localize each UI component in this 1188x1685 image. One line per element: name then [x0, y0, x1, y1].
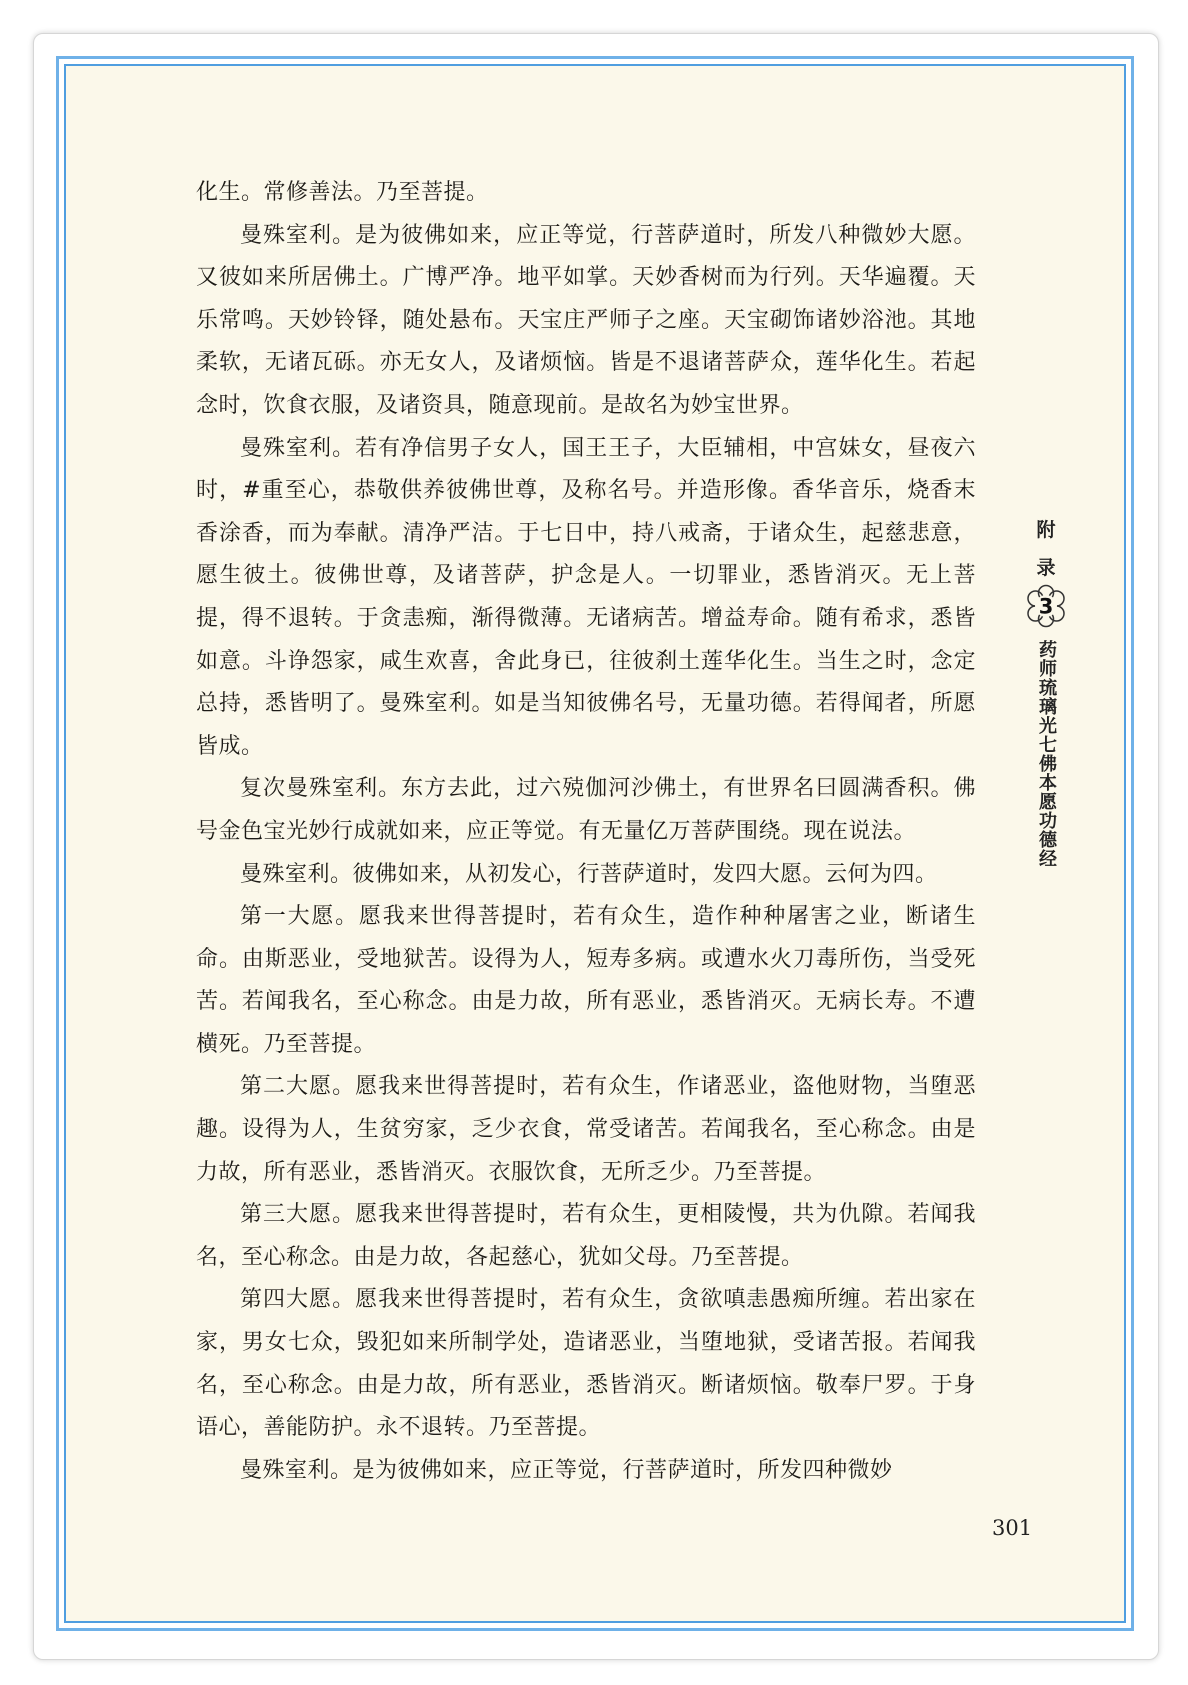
- paragraph: 第一大愿。愿我来世得菩提时，若有众生，造作种种屠害之业，断诸生命。由斯恶业，受地狱苦。设得为人，短寿多病。或遭水火刀毒所伤，当受死苦。若闻我名，至心称念。由是力故，所有恶业，悉皆消灭。无病长寿。不遭横死。乃至菩提。: [196, 904, 976, 1057]
- appendix-number: 3: [1038, 594, 1054, 619]
- paragraph: 曼殊室利。彼佛如来，从初发心，行菩萨道时，发四大愿。云何为四。: [240, 861, 938, 887]
- paragraph: 曼殊室利。是为彼佛如来，应正等觉，行菩萨道时，所发四种微妙: [240, 1457, 893, 1483]
- paragraph: 第三大愿。愿我来世得菩提时，若有众生，更相陵慢，共为仇隙。若闻我名，至心称念。由是力故，各起慈心，犹如父母。乃至菩提。: [196, 1202, 976, 1270]
- paragraph: 复次曼殊室利。东方去此，过六殑伽河沙佛土，有世界名曰圆满香积。佛号金色宝光妙行成就如来，应正等觉。有无量亿万菩萨围绕。现在说法。: [196, 776, 976, 844]
- paragraph: 第二大愿。愿我来世得菩提时，若有众生，作诸恶业，盗他财物，当堕恶趣。设得为人，生贫穷家，乏少衣食，常受诸苦。若闻我名，至心称念。由是力故，所有恶业，悉皆消灭。衣服饮食，无所乏少。乃至菩提。: [196, 1074, 976, 1185]
- appendix-label-bottom: 录: [1036, 557, 1056, 579]
- paragraph: 曼殊室利。若有净信男子女人，国王王子，大臣辅相，中宫妹女，昼夜六时，#重至心，恭敬供养彼佛世尊，及称名号。并造形像。香华音乐，烧香末香涂香，而为奉献。清净严洁。于七日中，持八戒斋，于诸众生，起慈悲意，愿生彼土。彼佛世尊，及诸菩萨，护念是人。一切罪业，悉皆消灭。无上菩提，得不退转。于贪恚痴，渐得微薄。无诸病苦。增益寿命。随有希求，悉皆如意。斗诤怨家，咸生欢喜，舍此身已，往彼刹土莲华化生。当生之时，念定总持，悉皆明了。曼殊室利。如是当知彼佛名号，无量功德。若得闻者，所愿皆成。: [196, 435, 976, 759]
- paragraph: 曼殊室利。是为彼佛如来，应正等觉，行菩萨道时，所发八种微妙大愿。又彼如来所居佛土。广博严净。地平如掌。天妙香树而为行列。天华遍覆。天乐常鸣。天妙铃铎，随处悬布。天宝庄严师子之座。天宝砌饰诸妙浴池。其地柔软，无诸瓦砾。亦无女人，及诸烦恼。皆是不退诸菩萨众，莲华化生。若起念时，饮食衣服，及诸资具，随意现前。是故名为妙宝世界。: [196, 222, 976, 418]
- page-number: 301: [992, 1516, 1033, 1540]
- running-title: 药师琉璃光七佛本愿功德经: [1036, 640, 1057, 868]
- side-running-header: [1024, 520, 1068, 868]
- appendix-label-top: 附: [1036, 519, 1056, 541]
- paragraph: 第四大愿。愿我来世得菩提时，若有众生，贪欲嗔恚愚痴所缠。若出家在家，男女七众，毁犯如来所制学处，造诸恶业，当堕地狱，受诸苦报。若闻我名，至心称念。由是力故，所有恶业，悉皆消灭。断诸烦恼。敬奉尸罗。于身语心，善能防护。永不退转。乃至菩提。: [196, 1287, 976, 1441]
- paragraph: 化生。常修善法。乃至菩提。: [196, 180, 489, 205]
- flower-ornament-icon: [1022, 582, 1070, 630]
- body-text: [196, 172, 976, 1492]
